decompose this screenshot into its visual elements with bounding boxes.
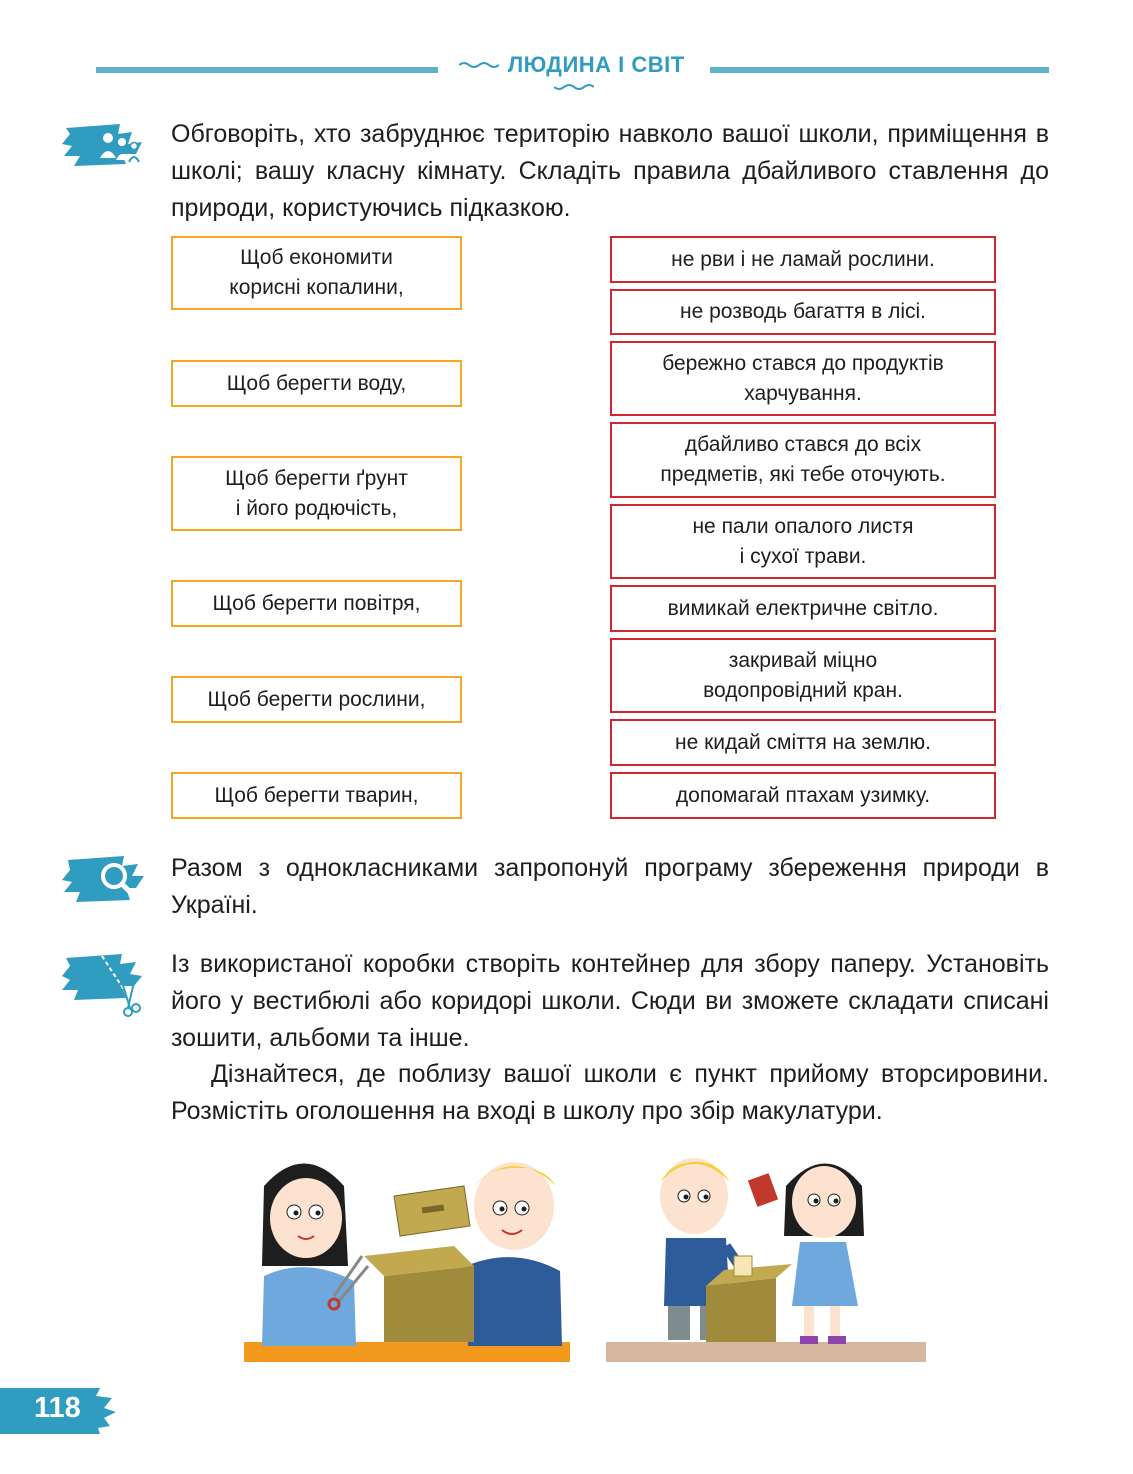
task-craft-text-2: Дізнайтеся, де поблизу вашої школи є пункт прийому вторсировини. Розмістіть оголошення на вході в школу про збір макулатури. <box>171 1060 1049 1125</box>
rule-start-text: Щоб економити корисні копалини, <box>229 246 404 299</box>
rule-end-box <box>610 289 996 335</box>
rule-start-box <box>171 456 462 531</box>
rule-end-text: не пали опалого листя і сухої трави. <box>692 514 914 568</box>
rule-end-box <box>610 422 996 498</box>
rule-end-text: вимикай електричне світло. <box>667 596 939 620</box>
rule-end-text: не рви і не ламай рослини. <box>671 247 935 271</box>
rule-start-box <box>171 236 462 310</box>
rule-start-text: Щоб берегти ґрунт і його родючість, <box>225 466 408 520</box>
task-research-text: Разом з однокласниками запропонуй програму збереження природи в Україні. <box>171 854 1049 919</box>
rule-start-text: Щоб берегти повітря, <box>212 591 421 615</box>
rule-end-text: не розводь багаття в лісі. <box>679 300 927 323</box>
rule-end-text: не кидай сміття на землю. <box>674 730 932 754</box>
section-title: ЛЮДИНА І СВІТ <box>507 52 685 77</box>
rule-end-text: допомагай птахам узимку. <box>675 783 931 807</box>
wave-ornament-icon <box>554 83 594 91</box>
rule-end-box <box>610 638 996 713</box>
rule-end-box <box>610 585 996 632</box>
rule-start-text: Щоб берегти тварин, <box>214 783 419 807</box>
rule-end-text: бережно стався до продуктів харчування. <box>662 351 944 405</box>
task-craft-text: Із використаної коробки створіть контейнер для збору паперу. Установіть його у вестибюлі або коридорі школи. Сюди ви зможете складати списані зошити, альбоми та інше. <box>171 950 1049 1052</box>
scissors-icon <box>62 952 144 1022</box>
wave-ornament-icon <box>459 61 499 69</box>
rule-end-text: дбайливо стався до всіх предметів, які тебе оточують. <box>660 433 946 486</box>
rule-start-text: Щоб берегти рослини, <box>207 687 426 711</box>
rule-end-box <box>610 719 996 766</box>
task-discuss-text: Обговоріть, хто забруднює територію навколо вашої школи, приміщення в школі; вашу класну кімнату. Складіть правила дбайливого ставлення до природи, користуючись підказкою. <box>171 120 1049 222</box>
group-discussion-icon <box>62 120 144 170</box>
rule-start-box <box>171 360 462 407</box>
rule-start-box <box>171 772 462 819</box>
kids-making-box-illustration <box>244 1146 570 1366</box>
rule-end-text: закривай міцно водопровідний кран. <box>703 648 903 702</box>
rule-start-box <box>171 580 462 627</box>
rule-end-box <box>610 504 996 579</box>
magnifier-icon <box>62 854 144 904</box>
rule-end-box <box>610 236 996 283</box>
rule-end-box <box>610 772 996 819</box>
section-header <box>438 52 710 84</box>
rule-end-box <box>610 341 996 416</box>
rule-start-box <box>171 676 462 723</box>
kids-recycling-paper-illustration <box>606 1146 926 1366</box>
page-number: 118 <box>34 1392 81 1424</box>
rule-start-text: Щоб берегти воду, <box>226 371 407 395</box>
